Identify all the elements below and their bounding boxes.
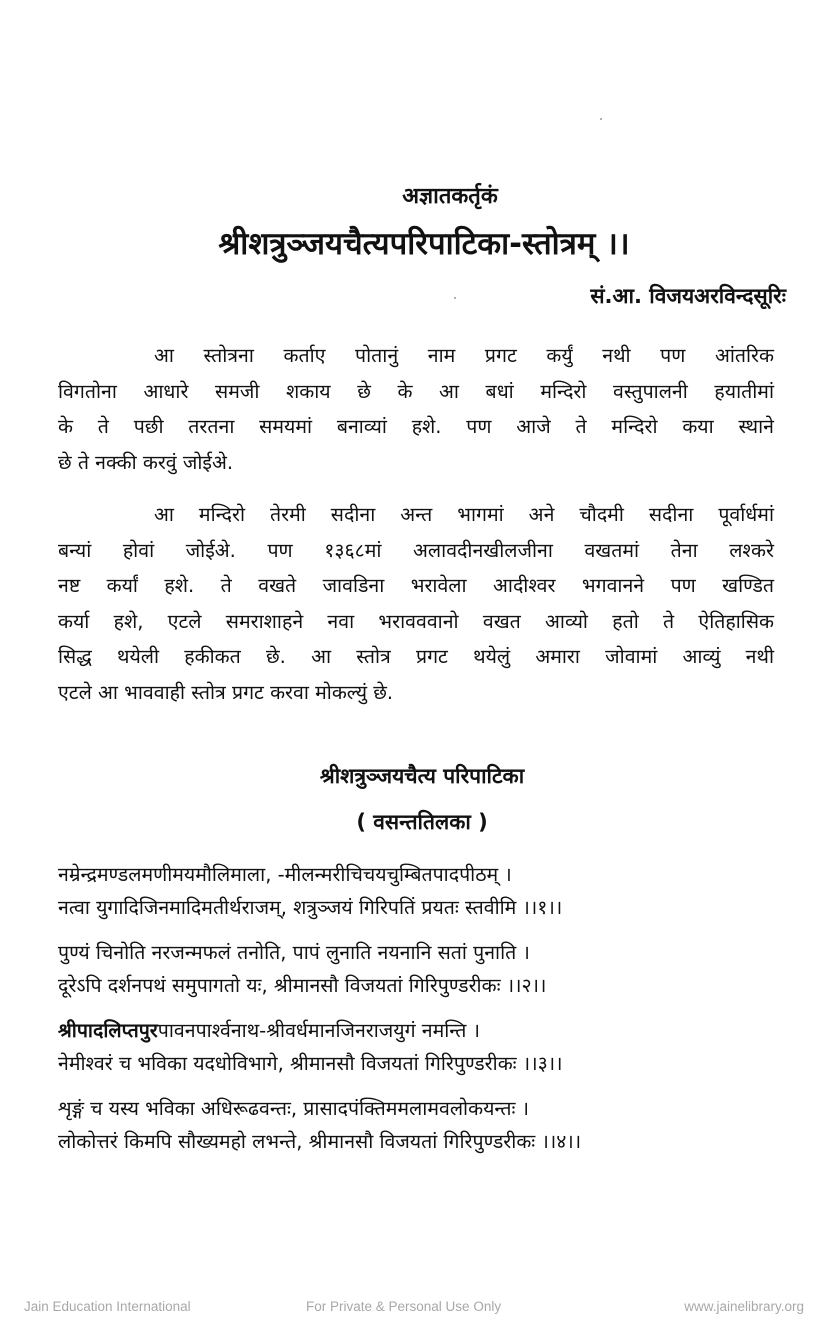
verse-1 — [58, 858, 778, 924]
editor-credit: सं.आ. विजयअरविन्दसूरिः — [590, 284, 786, 308]
paragraph-line: सिद्ध थयेली हकीकत छे. आ स्तोत्र प्रगट थयेलुं अमारा जोवामां आव्युं नथी — [58, 645, 774, 668]
paragraph-line: आ मन्दिरो तेरमी सदीना अन्त भागमां अने चौदमी सदीना पूर्वार्धमां — [154, 503, 774, 526]
page-title: श्रीशत्रुञ्जयचैत्यपरिपाटिका-स्तोत्रम् ।। — [218, 226, 630, 262]
scan-speck — [600, 118, 602, 120]
intro-paragraph-1 — [58, 338, 774, 480]
verse-line: शृङ्गं च यस्य भविका अधिरूढवन्तः, प्रासादपंक्तिममलामवलोकयन्तः । — [58, 1097, 530, 1120]
place-name-bold: श्रीपादलिप्तपुर — [58, 1019, 158, 1042]
paragraph-line: नष्ट कर्यां हशे. ते वखते जावडिना भरावेला आदीश्वर भगवानने पण खण्डित — [58, 574, 774, 597]
verse-line: नेमीश्वरं च भविका यदधोविभागे, श्रीमानसौ विजयतां गिरिपुण्डरीकः ।।३।। — [58, 1052, 563, 1075]
verse-2 — [58, 936, 778, 1002]
verse-line: पुण्यं चिनोति नरजन्मफलं तनोति, पापं लुनाति नयनानि सतां पुनाति । — [58, 941, 530, 964]
verse-line-rest: पावनपार्श्वनाथ-श्रीवर्धमानजिनराजयुगं नमन्ति । — [157, 1019, 481, 1042]
paragraph-line: आ स्तोत्रना कर्ताए पोतानुं नाम प्रगट कर्युं नथी पण आंतरिक — [154, 344, 774, 367]
footer-usage-notice: For Private & Personal Use Only — [306, 1299, 502, 1314]
scan-speck — [454, 297, 456, 299]
verse-4 — [58, 1092, 778, 1158]
paragraph-line: विगतोना आधारे समजी शकाय छे के आ बधां मन्दिरो वस्तुपालनी हयातीमां — [58, 379, 774, 403]
verse-list — [58, 858, 778, 1170]
paragraph-line: बन्यां होवां जोईअे. पण १३६८मां अलावदीनखीलजीना वखतमां तेना लश्करे — [58, 538, 774, 562]
verse-line: दूरेऽपि दर्शनपथं समुपागतो यः, श्रीमानसौ विजयतां गिरिपुण्डरीकः ।।२।। — [58, 974, 547, 997]
verse-line: नम्रेन्द्रमण्डलमणीमयमौलिमाला, -मीलन्मरीचिचयचुम्बितपादपीठम् । — [58, 863, 512, 886]
footer-publisher: Jain Education International — [24, 1299, 191, 1314]
paragraph-line: एटले आ भाववाही स्तोत्र प्रगट करवा मोकल्युं छे. — [58, 680, 394, 704]
verse-line: लोकोत्तरं किमपि सौख्यमहो लभन्ते, श्रीमानसौ विजयतां गिरिपुण्डरीकः ।।४।। — [58, 1130, 582, 1153]
poem-title: श्रीशत्रुञ्जयचैत्य परिपाटिका — [319, 764, 525, 788]
footer-website-link[interactable]: www.jainelibrary.org — [684, 1299, 804, 1314]
paragraph-line: कर्या हशे, एटले समराशाहने नवा भरावववानो वखत आव्यो हतो ते ऐतिहासिक — [58, 609, 774, 633]
poem-meter: ( वसन्ततिलका ) — [356, 810, 488, 834]
verse-line: नत्वा युगादिजिनमादिमतीर्थराजम्, शत्रुञ्जयं गिरिपतिं प्रयतः स्तवीमि ।।१।। — [58, 896, 563, 919]
intro-paragraph-2 — [58, 497, 774, 710]
paragraph-line: के ते पछी तरतना समयमां बनाव्यां हशे. पण आजे ते मन्दिरो कया स्थाने — [58, 415, 774, 438]
verse-3 — [58, 1014, 778, 1080]
author-unknown-subtitle: अज्ञातकर्तृकं — [402, 184, 498, 209]
paragraph-line: छे ते नक्की करवुं जोईअे. — [58, 450, 234, 474]
verse-line — [58, 1014, 778, 1047]
